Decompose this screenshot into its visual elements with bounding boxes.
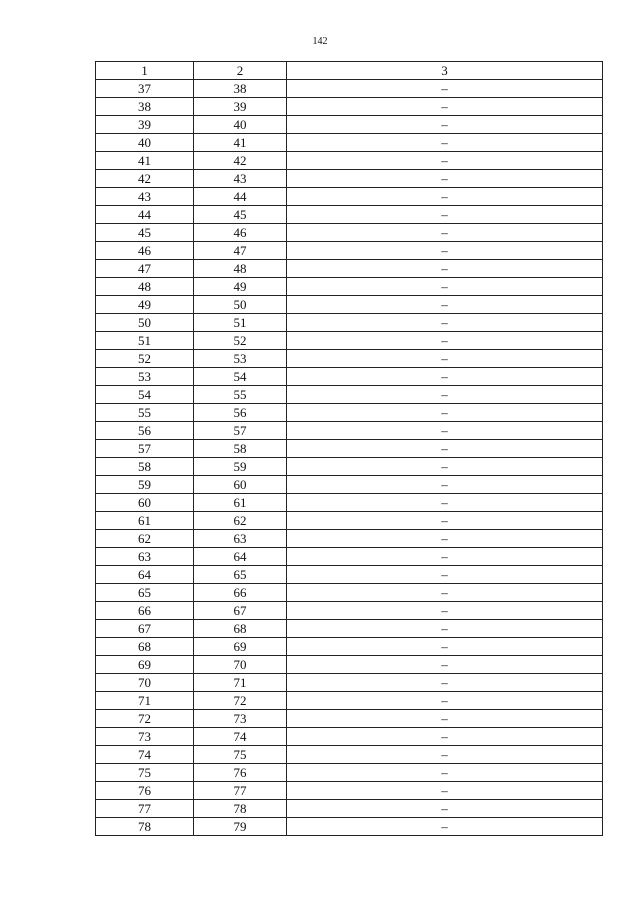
table-row [96,512,603,530]
table-cell-col-1: 43 [96,188,194,206]
table-cell-col-1: 78 [96,818,194,836]
table-cell-col-3: – [287,638,603,656]
table-row [96,710,603,728]
table-row [96,206,603,224]
table-cell-col-1: 48 [96,278,194,296]
table-cell-col-1: 69 [96,656,194,674]
table-cell-col-2: 39 [194,98,287,116]
table-cell-col-2: 53 [194,350,287,368]
table-cell-col-3: – [287,692,603,710]
table-row [96,602,603,620]
table-cell-col-1: 55 [96,404,194,422]
table-row [96,764,603,782]
table-cell-col-1: 50 [96,314,194,332]
table-cell-col-3: – [287,476,603,494]
table-row [96,350,603,368]
table-cell-col-3: – [287,440,603,458]
table-cell-col-3: – [287,386,603,404]
table-cell-col-3: – [287,728,603,746]
table-row [96,746,603,764]
table-cell-col-2: 46 [194,224,287,242]
table-row [96,368,603,386]
table-row [96,242,603,260]
table-cell-col-2: 69 [194,638,287,656]
table-row [96,188,603,206]
table-row [96,548,603,566]
table-cell-col-2: 70 [194,656,287,674]
table-cell-col-2: 41 [194,134,287,152]
table-row [96,440,603,458]
table-cell-col-1: 52 [96,350,194,368]
table-cell-col-1: 39 [96,116,194,134]
table-row [96,656,603,674]
table-row [96,782,603,800]
table-cell-col-3: – [287,224,603,242]
table-row [96,476,603,494]
table-cell-col-3: – [287,170,603,188]
table-cell-col-3: – [287,620,603,638]
table-cell-col-3: – [287,80,603,98]
table-cell-col-2: 78 [194,800,287,818]
table-cell-col-2: 47 [194,242,287,260]
table-cell-col-1: 51 [96,332,194,350]
table-cell-col-1: 41 [96,152,194,170]
table-cell-col-2: 64 [194,548,287,566]
table-cell-col-3: – [287,188,603,206]
table-cell-col-3: – [287,368,603,386]
table-cell-col-1: 77 [96,800,194,818]
table-cell-col-2: 61 [194,494,287,512]
table-cell-col-3: – [287,422,603,440]
table-cell-col-1: 62 [96,530,194,548]
table-cell-col-3: – [287,602,603,620]
table-cell-col-2: 57 [194,422,287,440]
column-header-3: 3 [287,62,603,80]
table-cell-col-1: 72 [96,710,194,728]
table-row [96,80,603,98]
table-cell-col-1: 46 [96,242,194,260]
table-row [96,818,603,836]
table-cell-col-3: – [287,242,603,260]
table-cell-col-1: 67 [96,620,194,638]
table-cell-col-3: – [287,206,603,224]
table-row [96,692,603,710]
table-cell-col-1: 56 [96,422,194,440]
table-cell-col-1: 38 [96,98,194,116]
table-cell-col-3: – [287,494,603,512]
table-row [96,314,603,332]
table-row [96,260,603,278]
table-cell-col-2: 68 [194,620,287,638]
table-row [96,584,603,602]
table-cell-col-1: 60 [96,494,194,512]
table-cell-col-2: 58 [194,440,287,458]
table-cell-col-3: – [287,296,603,314]
table-cell-col-1: 45 [96,224,194,242]
table-row [96,98,603,116]
table-cell-col-1: 47 [96,260,194,278]
table-cell-col-3: – [287,350,603,368]
table-cell-col-2: 42 [194,152,287,170]
table-cell-col-3: – [287,458,603,476]
table-cell-col-2: 48 [194,260,287,278]
table-cell-col-1: 64 [96,566,194,584]
table-body [96,80,603,836]
table-cell-col-1: 49 [96,296,194,314]
table-cell-col-3: – [287,152,603,170]
table-cell-col-1: 54 [96,386,194,404]
table-row [96,170,603,188]
table-cell-col-1: 53 [96,368,194,386]
table-cell-col-2: 75 [194,746,287,764]
table-cell-col-2: 60 [194,476,287,494]
table-cell-col-1: 74 [96,746,194,764]
table-cell-col-2: 76 [194,764,287,782]
table-cell-col-2: 54 [194,368,287,386]
table-cell-col-2: 55 [194,386,287,404]
table-cell-col-3: – [287,674,603,692]
table-cell-col-1: 73 [96,728,194,746]
table-cell-col-1: 58 [96,458,194,476]
table-cell-col-3: – [287,134,603,152]
table-row [96,332,603,350]
table-cell-col-3: – [287,548,603,566]
table-cell-col-1: 44 [96,206,194,224]
table-row [96,566,603,584]
table-cell-col-1: 59 [96,476,194,494]
table-cell-col-3: – [287,800,603,818]
table-cell-col-3: – [287,530,603,548]
table-cell-col-2: 73 [194,710,287,728]
table-cell-col-3: – [287,656,603,674]
table-cell-col-3: – [287,512,603,530]
table-cell-col-1: 68 [96,638,194,656]
table-cell-col-2: 66 [194,584,287,602]
table-row [96,800,603,818]
table-row [96,224,603,242]
table-row [96,494,603,512]
table-row [96,674,603,692]
table-cell-col-2: 65 [194,566,287,584]
page-number: 142 [312,36,328,47]
table-cell-col-1: 71 [96,692,194,710]
table-cell-col-2: 49 [194,278,287,296]
table-cell-col-3: – [287,278,603,296]
table-row [96,422,603,440]
table-row [96,134,603,152]
table-cell-col-2: 44 [194,188,287,206]
table-row [96,620,603,638]
table-header-row [96,62,603,80]
table-cell-col-1: 37 [96,80,194,98]
table-cell-col-3: – [287,260,603,278]
data-table [95,61,603,836]
table-cell-col-1: 42 [96,170,194,188]
table-row [96,530,603,548]
table-cell-col-2: 74 [194,728,287,746]
table-row [96,152,603,170]
table-cell-col-1: 70 [96,674,194,692]
table-cell-col-2: 51 [194,314,287,332]
table-cell-col-1: 61 [96,512,194,530]
table-row [96,728,603,746]
table-cell-col-2: 38 [194,80,287,98]
table-cell-col-2: 72 [194,692,287,710]
table-row [96,404,603,422]
table-cell-col-3: – [287,782,603,800]
table-cell-col-3: – [287,764,603,782]
table-cell-col-3: – [287,818,603,836]
table-cell-col-2: 77 [194,782,287,800]
table-cell-col-2: 63 [194,530,287,548]
table-row [96,278,603,296]
table-cell-col-2: 52 [194,332,287,350]
table-cell-col-1: 66 [96,602,194,620]
column-header-1: 1 [96,62,194,80]
table-cell-col-2: 59 [194,458,287,476]
table-row [96,458,603,476]
table-cell-col-2: 50 [194,296,287,314]
table-cell-col-2: 62 [194,512,287,530]
table-row [96,116,603,134]
table-cell-col-3: – [287,98,603,116]
table-cell-col-1: 75 [96,764,194,782]
table-cell-col-1: 76 [96,782,194,800]
table-cell-col-2: 45 [194,206,287,224]
table-cell-col-3: – [287,746,603,764]
table-cell-col-3: – [287,710,603,728]
table-row [96,386,603,404]
table-row [96,296,603,314]
column-header-2: 2 [194,62,287,80]
table-cell-col-2: 67 [194,602,287,620]
table-cell-col-1: 57 [96,440,194,458]
table-cell-col-1: 40 [96,134,194,152]
table-cell-col-2: 43 [194,170,287,188]
table-row [96,638,603,656]
table-cell-col-3: – [287,332,603,350]
table-cell-col-3: – [287,584,603,602]
table-cell-col-3: – [287,314,603,332]
table-cell-col-3: – [287,566,603,584]
table-cell-col-3: – [287,404,603,422]
table-cell-col-3: – [287,116,603,134]
table-cell-col-2: 71 [194,674,287,692]
table-cell-col-2: 79 [194,818,287,836]
table-cell-col-1: 65 [96,584,194,602]
table-cell-col-2: 56 [194,404,287,422]
table-cell-col-1: 63 [96,548,194,566]
table-cell-col-2: 40 [194,116,287,134]
